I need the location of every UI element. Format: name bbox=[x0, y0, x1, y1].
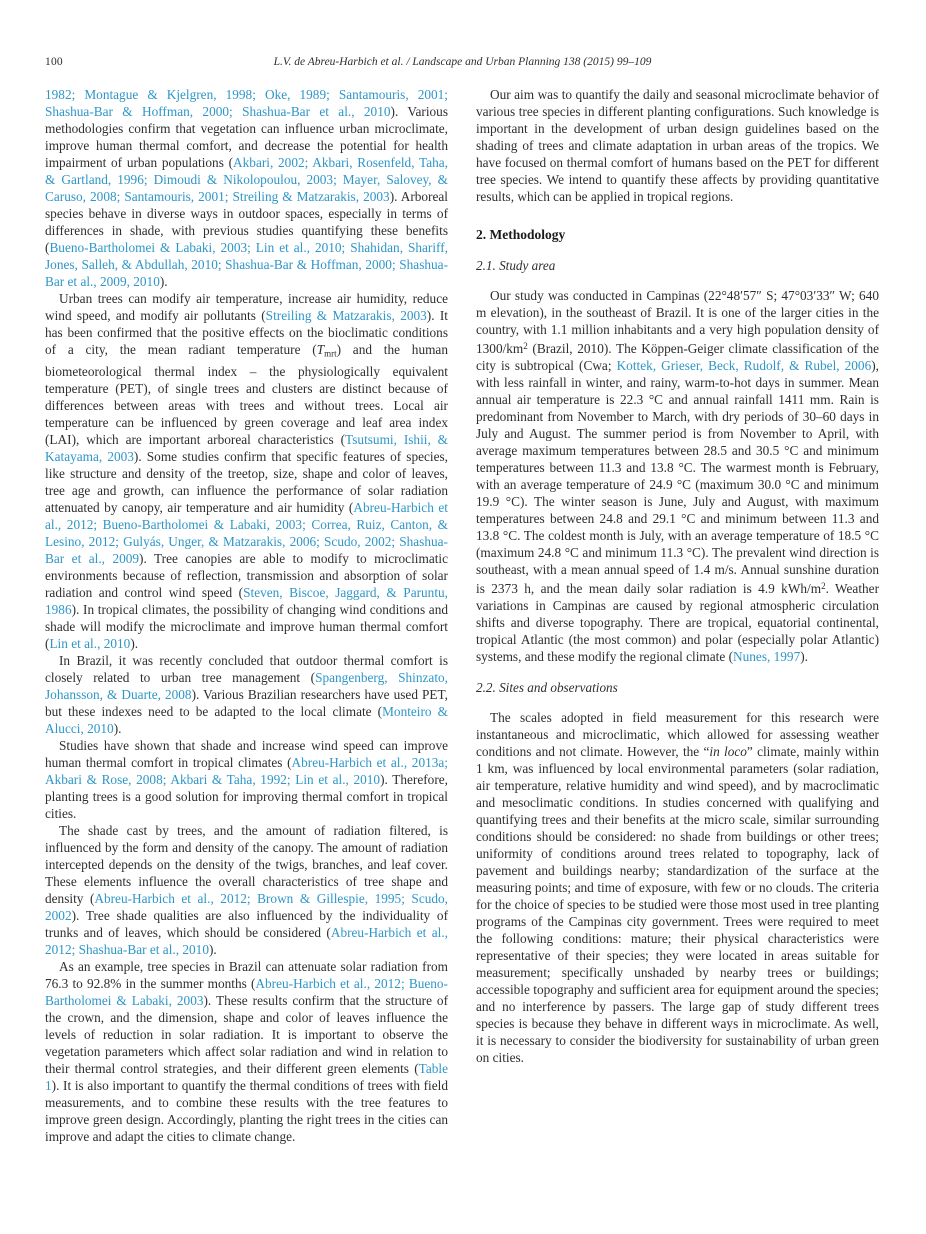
text-span: The shade cast by trees, and the amount of radiation filtered, is influenced by the form and density of the canopy. The amount of radiation intercepted depends on the density of the twigs, branches, and leaf cover. These elements influence the overall characteristics of tree shape and density ( bbox=[45, 822, 448, 906]
text-span: 2 bbox=[523, 341, 528, 351]
citation-link[interactable]: Abreu-Harbich et al., 2013a; Akbari & Rose, 2008; Akbari & Taha, 1992; Lin et al., 2010 bbox=[45, 754, 448, 787]
text-span: . Weather variations in Campinas are caused by regional atmospheric circulation shifts and diverse topography. There are tropical, equatorial continental, tropical Atlantic (the most common) and polar (especially polar Atlantic) systems, and these modify the regional climate ( bbox=[476, 581, 879, 664]
citation-link[interactable]: Abreu-Harbich et al., 2012; Brown & Gillespie, 1995; Scudo, 2002 bbox=[45, 890, 448, 923]
citation-link[interactable]: 1982; Montague & Kjelgren, 1998; Oke, 1989; Santamouris, 2001; Shashua-Bar & Hoffman, 2000; Shashua-Bar et al., 2010 bbox=[45, 87, 448, 119]
citation-link[interactable]: Streiling & Matzarakis, 2003 bbox=[265, 308, 427, 323]
paragraph bbox=[45, 958, 448, 1145]
text-span: T bbox=[316, 342, 325, 357]
text-span: ). It has been confirmed that the positive effects on the bioclimatic conditions of a city, the mean radiant temperature ( bbox=[45, 308, 448, 357]
text-span: ). Arboreal species behave in diverse ways in outdoor spaces, especially in terms of differences in shade, with previous studies quantifying these benefits ( bbox=[45, 189, 448, 255]
paragraph bbox=[45, 652, 448, 737]
citation-link[interactable]: Spangenberg, Shinzato, Johansson, & Duarte, 2008 bbox=[45, 669, 448, 702]
text-span: mrt bbox=[324, 348, 337, 359]
text-span: Our aim was to quantify the daily and seasonal microclimate behavior of various tree species in different planting configurations. Such knowledge is important in the development of urban design guidelines based on the shading of trees and climate adaptation in urban areas of the tropics. We have focused on thermal comfort of humans based on the PET for different tree species. We intend to quantify these affects by providing quantitative results, which can be applied in tropical regions. bbox=[476, 87, 879, 204]
text-span: ). Tree shade qualities are also influenced by the individuality of trunks and of leaves, which should be considered ( bbox=[45, 907, 448, 940]
text-span: As an example, tree species in Brazil can attenuate solar radiation from 76.3 to 92.8% in the summer months ( bbox=[45, 958, 448, 991]
text-span: In Brazil, it was recently concluded that outdoor thermal comfort is closely related to urban tree management ( bbox=[45, 652, 448, 685]
text-span: Urban trees can modify air temperature, increase air humidity, reduce wind speed, and modify air pollutants ( bbox=[45, 291, 448, 323]
text-span: ). Therefore, planting trees is a good solution for improving thermal comfort in tropical cities. bbox=[45, 771, 448, 821]
citation-link[interactable]: Abreu-Harbich et al., 2012; Bueno-Bartholomei & Labaki, 2003 bbox=[45, 975, 448, 1008]
paragraph bbox=[476, 287, 879, 665]
text-span: ). bbox=[130, 635, 139, 651]
text-span: ). In tropical climates, the possibility of changing wind conditions and shade will modify the microclimate and improve human thermal comfort ( bbox=[45, 601, 448, 651]
citation-link[interactable]: Nunes, 1997 bbox=[733, 649, 801, 664]
text-span: ). Tree canopies are able to modify to microclimatic environments because of reflection, transmission and absorption of solar radiation and control wind speed ( bbox=[45, 550, 449, 600]
citation-link[interactable]: Abreu-Harbich et al., 2012; Bueno-Bartholomei & Labaki, 2003; Correa, Ruiz, Canton, & Lesino, 2012; Gulyás, Unger, & Matzarakis, 2006; Scudo, 2002; Shashua-Bar et al., 2009 bbox=[45, 499, 449, 566]
running-head: L.V. de Abreu-Harbich et al. / Landscape and Urban Planning 138 (2015) 99–109 bbox=[273, 56, 652, 68]
text-span: ). Various methodologies confirm that vegetation can influence urban microclimate, improve human thermal comfort, and decrease the potential for health impairment of urban populations ( bbox=[45, 104, 449, 170]
text-span: ). Various Brazilian researchers have used PET, but these indexes need to be adapted to the local climate ( bbox=[45, 686, 449, 719]
text-span: ). Some studies confirm that specific features of species, like structure and density of the treetop, size, shape and color of leaves, tree age and growth, can influence the performance of solar radiation attenuated by canopy, air temperature and air humidity ( bbox=[45, 448, 448, 515]
text-span: ). bbox=[113, 720, 122, 736]
paragraph bbox=[476, 709, 879, 1066]
paragraph bbox=[45, 290, 448, 652]
text-span: ). These results confirm that the structure of the crown, and the dimension, shape and color of leaves influence the levels of reduction in solar radiation. It is important to observe the vegetation parameters which affect solar radiation and wind in relation to their thermal control strategies, and their different green elements ( bbox=[45, 992, 448, 1076]
text-span: Studies have shown that shade and increase wind speed can improve human thermal comfort in tropical climates ( bbox=[45, 737, 448, 770]
citation-link[interactable]: Steven, Biscoe, Jaggard, & Paruntu, 1986 bbox=[45, 584, 448, 617]
citation-link[interactable]: Bueno-Bartholomei & Labaki, 2003; Lin et al., 2010; Shahidan, Shariff, Jones, Salleh, & Abdullah, 2010; Shashua-Bar & Hoffman, 2000; Shashua-Bar et al., 2009, 2010 bbox=[45, 240, 448, 289]
left-column bbox=[45, 86, 448, 1145]
section-heading: 2. Methodology bbox=[476, 227, 566, 242]
text-span: in loco bbox=[709, 744, 747, 759]
paragraph bbox=[45, 822, 448, 958]
paragraph bbox=[476, 86, 879, 205]
text-span: ), with less rainfall in winter, and rainy, warm-to-hot days in summer. Mean annual air temperature is 22.3 °C and annual rainfall 1411 mm. Rain is predominant from November to March, with dry periods of 30–60 days in July and August. The summer period is from November to April, with average maximum temperatures between 28.5 and 30.5 °C and minimum temperatures between 11.3 and 13.8 °C. The warmest month is February, with an average temperature of 24.9 °C (maximum 30.0 °C and minimum 19.9 °C). The winter season is June, July and August, with maximum temperatures between 24.8 and 29.1 °C and minimum between 11.3 and 13.8 °C. The coldest month is July, with an average temperature of 18.5 °C (maximum 24.8 °C and minimum 11.3 °C). The prevalent wind direction is southeast, with a mean annual speed of 1.4 m/s. Annual sunshine duration is 2373 h, and the mean daily solar radiation is 4.9 kWh/m bbox=[476, 358, 879, 596]
text-span: Our study was conducted in Campinas (22°48′57″ S; 47°03′33″ W; 640 m elevation), in the southeast of Brazil. It is one of the larger cities in the country, with 1.1 million inhabitants and a very high population density of 1300/km bbox=[476, 288, 879, 356]
text-span: 2 bbox=[821, 581, 826, 591]
text-span: ” climate, mainly within 1 km, was influenced by local environmental parameters (solar radiation, air temperature, relative humidity and wind speed), and by macroclimatic and mesoclimatic conditions. In studies concerned with qualifying and quantifying trees and their benefits at the micro scale, similar surrounding conditions should be considered: no shade from buildings or other trees; uniformity of conditions around trees related to topography, lack of pavement and buildings nearby; standardization of the surface at the measuring points; and time of exposure, with few or no clouds. The criteria for the choice of species to be studied were those most used in tree planting programs of the Campinas city government. Trees were required to meet the following conditions: mature; their physical characteristics were representative of their species; they were located in areas suitable for measurement; specifically unshaded by nearby trees or buildings; accessible topography and sufficient area for equipment around the species; and no interference by passers. The large gap of study different trees species is because they behave in different ways in microclimate. As well, it is necessary to consider the biodiversity for sustainability of urban green on cities. bbox=[476, 744, 879, 1065]
page-header bbox=[45, 56, 880, 72]
right-column bbox=[476, 86, 879, 1145]
citation-link[interactable]: Akbari, 2002; Akbari, Rosenfeld, Taha, & Gartland, 1996; Dimoudi & Nikolopoulou, 2003; Mayer, Salovey, & Caruso, 2008; Santamouris, 2001; Streiling & Matzarakis, 2003 bbox=[45, 155, 448, 204]
paragraph bbox=[45, 86, 448, 290]
text-span: ). bbox=[159, 274, 168, 289]
text-span: ). It is also important to quantify the thermal conditions of trees with field measurements, and to combine these results with the tree features to improve green design. Accordingly, planting the right trees in the cities can improve and adapt the cities to climate change. bbox=[45, 1077, 448, 1144]
citation-link[interactable]: Tsutsumi, Ishii, & Katayama, 2003 bbox=[45, 431, 448, 464]
text-span: ). bbox=[800, 649, 808, 664]
citation-link[interactable]: Lin et al., 2010 bbox=[49, 635, 131, 651]
text-span: ). bbox=[208, 941, 217, 957]
citation-link[interactable]: Table 1 bbox=[45, 1060, 448, 1093]
subsection-heading: 2.1. Study area bbox=[476, 258, 556, 273]
paragraph bbox=[45, 737, 448, 822]
text-span: The scales adopted in field measurement for this research were instantaneous and microclimatic, which allowed for assessing weather conditions and not climate. However, the “ bbox=[476, 710, 879, 759]
citation-link[interactable]: Monteiro & Alucci, 2010 bbox=[45, 703, 448, 736]
subsection-heading: 2.2. Sites and observations bbox=[476, 680, 618, 695]
text-span: ) and the human biometeorological thermal index – the physiologically equivalent temperature (PET), of single trees and clusters are distinct because of differences between areas with trees and without trees. Local air temperature can be influenced by green coverage and leaf area index (LAI), which are important arboreal characteristics ( bbox=[45, 342, 448, 447]
two-column-body bbox=[45, 86, 880, 1145]
page-number: 100 bbox=[45, 56, 63, 68]
text-span: (Brazil, 2010). The Köppen-Geiger climate classification of the city is subtropical (Cwa; bbox=[476, 341, 879, 373]
citation-link[interactable]: Kottek, Grieser, Beck, Rudolf, & Rubel, 2006 bbox=[616, 358, 872, 373]
citation-link[interactable]: Abreu-Harbich et al., 2012; Shashua-Bar et al., 2010 bbox=[45, 924, 448, 957]
